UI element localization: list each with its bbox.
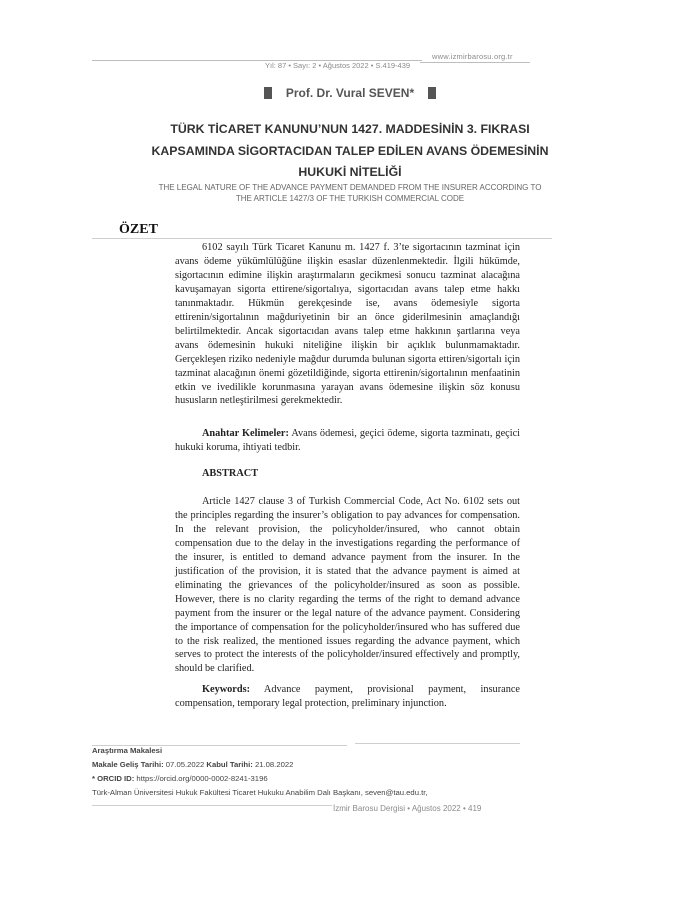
- article-dates: [92, 760, 293, 769]
- journal-footer: İzmir Barosu Dergisi • Ağustos 2022 • 419: [333, 804, 482, 813]
- keywords-label-en: Keywords:: [202, 684, 251, 695]
- ozet-heading: ÖZET: [119, 222, 158, 237]
- title-en-line: THE ARTICLE 1427/3 OF THE TURKISH COMMERCIAL CODE: [235, 194, 465, 203]
- title-turkish: [60, 119, 640, 184]
- keywords-label-tr: Anahtar Kelimeler:: [202, 428, 289, 439]
- abstract-keywords: [175, 683, 520, 711]
- affiliation: Türk-Alman Üniversitesi Hukuk Fakültesi Ticaret Hukuku Anabilim Dalı Başkanı, seven@tau.edu.tr,: [92, 788, 428, 797]
- title-en-line: THE LEGAL NATURE OF THE ADVANCE PAYMENT DEMANDED FROM THE INSURER ACCORDING TO: [158, 183, 542, 192]
- title-tr-line: KAPSAMINDA SİGORTACIDAN TALEP EDİLEN AVANS ÖDEMESİNİN: [151, 143, 549, 158]
- keywords-en: Advance payment, provisional payment, insurance compensation, temporary legal protection, preliminary injunction.: [175, 684, 520, 709]
- header-rule-upper: [420, 62, 530, 63]
- author-row: [0, 86, 700, 100]
- abstract-body: [175, 495, 520, 676]
- ozet-keywords: [175, 427, 520, 455]
- journal-url[interactable]: www.izmirbarosu.org.tr: [432, 52, 513, 61]
- author-name: Prof. Dr. Vural SEVEN*: [285, 86, 415, 100]
- accepted-date: 21.08.2022: [252, 760, 294, 769]
- footer-bottom-rule: [92, 805, 332, 806]
- title-tr-line: HUKUKİ NİTELİĞİ: [298, 165, 402, 179]
- footer-rule-right: [355, 743, 520, 744]
- ozet-body: [175, 241, 520, 408]
- square-marker-icon: [264, 87, 272, 99]
- orcid-line: [92, 774, 268, 783]
- abstract-heading-block: [175, 467, 520, 481]
- keywords-tr: Avans ödemesi, geçici ödeme, sigorta tazminatı, geçici hukuki koruma, ihtiyati tedbir.: [175, 428, 521, 453]
- abstract-paragraph: Article 1427 clause 3 of Turkish Commercial Code, Act No. 6102 sets out the principles regarding the insurer’s obligation to pay advances for compensation. In the relevant provision, the policyholder/insured, who cannot obtain compensation due to the delay in the investigations regarding the performance of the insurer, is entitled to demand advance payment from the insurer. In the justification of the provision, it is stated that the advance payment is aimed at eliminating the grievances of the policyholder/insured as soon as possible. However, there is no clarity regarding the terms of the right to demand advance payment from the insurer or the legal nature of the advance payment. Considering the importance of compensation for the policyholder/insured who has suffered due to the risk realized, the mentioned issues regarding the advance payment, which serves to protect the interests of the policyholder/insured effectively and promptly, should be clarified.: [175, 496, 520, 675]
- article-type: Araştırma Makalesi: [92, 746, 163, 755]
- abstract-heading: ABSTRACT: [202, 468, 259, 479]
- square-marker-icon: [428, 87, 436, 99]
- ozet-rule: [92, 238, 552, 239]
- title-tr-line: TÜRK TİCARET KANUNU’NUN 1427. MADDESİNİN 3. FIKRASI: [170, 122, 530, 136]
- received-date: 07.05.2022: [163, 760, 207, 769]
- accepted-label: Kabul Tarihi:: [206, 760, 253, 769]
- orcid-label: * ORCID ID:: [92, 774, 135, 783]
- issue-meta: Yıl: 87 • Sayı: 2 • Ağustos 2022 • S.419-439: [265, 61, 411, 70]
- received-label: Makale Geliş Tarihi:: [92, 760, 164, 769]
- orcid-link[interactable]: https://orcid.org/0000-0002-8241-3196: [134, 774, 268, 783]
- title-english: [60, 182, 640, 204]
- ozet-paragraph: 6102 sayılı Türk Ticaret Kanunu m. 1427 f. 3’te sigortacının tazminat için avans ödeme yükümlülüğüne ilişkin esaslar düzenlenmektedir. İlgili hükümde, sigortacının edimine ilişkin araştırmaların gecikmesi sonucu tazminat alacağına kavuşamayan sigorta ettirene/sigortalıya, sigortacıdan avans talep etme hakkı tanınmaktadır. Hükmün gerekçesinde ise, avans ödemesiyle sigorta ettirenin/sigortalının mağduriyetinin bir an önce giderilmesinin amaçlandığı belirtilmektedir. Ancak sigortacıdan avans talep etme hakkının şartlarına veya avans ödemesinin hukuki niteliğine ilişkin bir açıklık bulunmamaktadır. Gerçekleşen riziko nedeniyle mağdur durumda bulunan sigorta ettiren/sigortalı için tazminat alacağının önemi gözetildiğinde, sigorta ettirenin/sigortalının menfaatinin etkin ve ivedilikle korunmasına yarayan avans ödemesine ilişkin söz konusu hususların netleştirilmesi gerekmektedir.: [175, 242, 520, 407]
